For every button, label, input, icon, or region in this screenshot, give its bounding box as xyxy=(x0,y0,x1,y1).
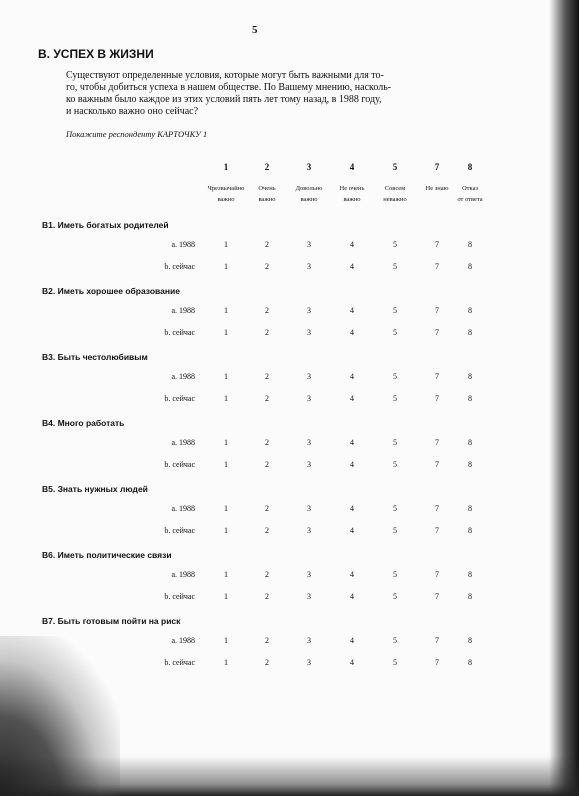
answer-code: 5 xyxy=(393,328,397,337)
answer-code: 5 xyxy=(393,592,397,601)
answer-code: 7 xyxy=(435,570,439,579)
answer-code: 4 xyxy=(350,636,354,645)
question-label: B1. Иметь богатых родителей xyxy=(42,220,169,230)
answer-code: 5 xyxy=(393,636,397,645)
answer-code: 8 xyxy=(468,306,472,315)
answer-code: 5 xyxy=(393,372,397,381)
answer-code: 2 xyxy=(265,658,269,667)
row-label: a. 1988 xyxy=(171,636,195,645)
answer-code: 2 xyxy=(265,240,269,249)
answer-code: 2 xyxy=(265,306,269,315)
scan-corner-smudge xyxy=(0,636,120,796)
column-label: Не очень важно xyxy=(339,185,365,203)
answer-code: 5 xyxy=(393,460,397,469)
answer-code: 5 xyxy=(393,658,397,667)
answer-code: 8 xyxy=(468,394,472,403)
answer-code: 1 xyxy=(224,240,228,249)
section-title: B. УСПЕХ В ЖИЗНИ xyxy=(38,47,154,61)
answer-code: 8 xyxy=(468,658,472,667)
answer-code: 4 xyxy=(350,658,354,667)
answer-code: 3 xyxy=(307,526,311,535)
answer-code: 2 xyxy=(265,592,269,601)
answer-code: 1 xyxy=(224,328,228,337)
row-label: a. 1988 xyxy=(171,438,195,447)
answer-code: 7 xyxy=(435,262,439,271)
answer-code: 7 xyxy=(435,460,439,469)
answer-code: 4 xyxy=(350,394,354,403)
column-label: Довольно важно xyxy=(295,185,323,203)
answer-code: 8 xyxy=(468,592,472,601)
answer-code: 4 xyxy=(350,460,354,469)
answer-code: 8 xyxy=(468,526,472,535)
column-code: 3 xyxy=(306,162,312,172)
row-label: b. сейчас xyxy=(164,658,195,667)
answer-code: 7 xyxy=(435,306,439,315)
answer-code: 1 xyxy=(224,658,228,667)
page-number: 5 xyxy=(252,24,258,36)
column-label: Совсем неважно xyxy=(383,185,407,203)
row-label: b. сейчас xyxy=(164,262,195,271)
answer-code: 5 xyxy=(393,240,397,249)
answer-code: 5 xyxy=(393,504,397,513)
answer-code: 1 xyxy=(224,592,228,601)
answer-code: 4 xyxy=(350,240,354,249)
question-label: B4. Много работать xyxy=(42,418,125,428)
answer-code: 2 xyxy=(265,372,269,381)
scan-edge-shadow xyxy=(549,0,579,796)
answer-code: 1 xyxy=(224,394,228,403)
answer-code: 1 xyxy=(224,438,228,447)
answer-code: 3 xyxy=(307,636,311,645)
column-code: 5 xyxy=(392,162,398,172)
answer-code: 3 xyxy=(307,262,311,271)
answer-code: 4 xyxy=(350,372,354,381)
column-label: Отказ от ответа xyxy=(457,185,483,203)
answer-code: 8 xyxy=(468,372,472,381)
question-label: B6. Иметь политические связи xyxy=(42,550,172,560)
answer-code: 2 xyxy=(265,460,269,469)
answer-code: 4 xyxy=(350,328,354,337)
column-label: Чрезвычайно важно xyxy=(207,185,245,203)
answer-code: 2 xyxy=(265,394,269,403)
answer-code: 7 xyxy=(435,504,439,513)
answer-code: 7 xyxy=(435,372,439,381)
answer-code: 2 xyxy=(265,262,269,271)
row-label: b. сейчас xyxy=(164,460,195,469)
answer-code: 5 xyxy=(393,306,397,315)
answer-code: 7 xyxy=(435,328,439,337)
row-label: a. 1988 xyxy=(171,570,195,579)
answer-code: 8 xyxy=(468,328,472,337)
answer-code: 5 xyxy=(393,394,397,403)
column-label: Не знаю xyxy=(425,185,449,192)
row-label: b. сейчас xyxy=(164,592,195,601)
row-label: a. 1988 xyxy=(171,306,195,315)
answer-code: 7 xyxy=(435,592,439,601)
answer-code: 8 xyxy=(468,262,472,271)
answer-code: 8 xyxy=(468,438,472,447)
answer-code: 3 xyxy=(307,240,311,249)
row-label: a. 1988 xyxy=(171,372,195,381)
answer-code: 4 xyxy=(350,438,354,447)
answer-code: 3 xyxy=(307,328,311,337)
answer-code: 1 xyxy=(224,460,228,469)
answer-code: 8 xyxy=(468,240,472,249)
answer-code: 5 xyxy=(393,570,397,579)
answer-code: 1 xyxy=(224,526,228,535)
row-label: a. 1988 xyxy=(171,240,195,249)
intro-line: Существуют определенные условия, которые могут быть важными для то- xyxy=(66,70,384,81)
answer-code: 2 xyxy=(265,570,269,579)
answer-code: 7 xyxy=(435,636,439,645)
answer-code: 4 xyxy=(350,262,354,271)
answer-code: 2 xyxy=(265,636,269,645)
answer-code: 8 xyxy=(468,636,472,645)
answer-code: 8 xyxy=(468,570,472,579)
answer-code: 7 xyxy=(435,394,439,403)
question-label: B7. Быть готовым пойти на риск xyxy=(42,616,181,626)
answer-code: 8 xyxy=(468,460,472,469)
answer-code: 8 xyxy=(468,504,472,513)
answer-code: 2 xyxy=(265,328,269,337)
row-label: a. 1988 xyxy=(171,504,195,513)
intro-text xyxy=(66,70,466,118)
answer-code: 7 xyxy=(435,240,439,249)
answer-code: 1 xyxy=(224,262,228,271)
column-label: Очень важно xyxy=(258,185,276,203)
answer-code: 3 xyxy=(307,504,311,513)
column-code: 7 xyxy=(434,162,440,172)
answer-code: 1 xyxy=(224,636,228,645)
row-label: b. сейчас xyxy=(164,526,195,535)
question-label: B5. Знать нужных людей xyxy=(42,484,148,494)
question-label: B2. Иметь хорошее образование xyxy=(42,286,180,296)
column-code: 1 xyxy=(223,162,229,172)
answer-code: 3 xyxy=(307,372,311,381)
column-code: 8 xyxy=(467,162,473,172)
answer-code: 4 xyxy=(350,570,354,579)
column-code: 2 xyxy=(264,162,270,172)
answer-code: 4 xyxy=(350,592,354,601)
answer-code: 3 xyxy=(307,592,311,601)
answer-code: 4 xyxy=(350,504,354,513)
answer-code: 2 xyxy=(265,438,269,447)
interviewer-instruction: Покажите респонденту КАРТОЧКУ 1 xyxy=(66,129,208,139)
intro-line: и насколько важно оно сейчас? xyxy=(66,106,199,117)
answer-code: 3 xyxy=(307,570,311,579)
answer-code: 5 xyxy=(393,262,397,271)
answer-code: 3 xyxy=(307,460,311,469)
answer-code: 3 xyxy=(307,394,311,403)
answer-code: 1 xyxy=(224,570,228,579)
answer-code: 3 xyxy=(307,438,311,447)
answer-code: 4 xyxy=(350,526,354,535)
answer-code: 7 xyxy=(435,526,439,535)
answer-code: 5 xyxy=(393,438,397,447)
row-label: b. сейчас xyxy=(164,394,195,403)
answer-code: 2 xyxy=(265,504,269,513)
answer-code: 7 xyxy=(435,658,439,667)
question-label: B3. Быть честолюбивым xyxy=(42,352,148,362)
answer-code: 3 xyxy=(307,658,311,667)
column-code: 4 xyxy=(349,162,355,172)
answer-code: 4 xyxy=(350,306,354,315)
answer-code: 5 xyxy=(393,526,397,535)
row-label: b. сейчас xyxy=(164,328,195,337)
answer-code: 1 xyxy=(224,504,228,513)
answer-code: 2 xyxy=(265,526,269,535)
answer-code: 3 xyxy=(307,306,311,315)
answer-code: 1 xyxy=(224,306,228,315)
intro-line: го, чтобы добиться успеха в нашем обществе. По Вашему мнению, насколь- xyxy=(66,82,392,93)
answer-code: 1 xyxy=(224,372,228,381)
answer-code: 7 xyxy=(435,438,439,447)
intro-line: ко важным было каждое из этих условий пять лет тому назад, в 1988 году, xyxy=(66,94,382,105)
